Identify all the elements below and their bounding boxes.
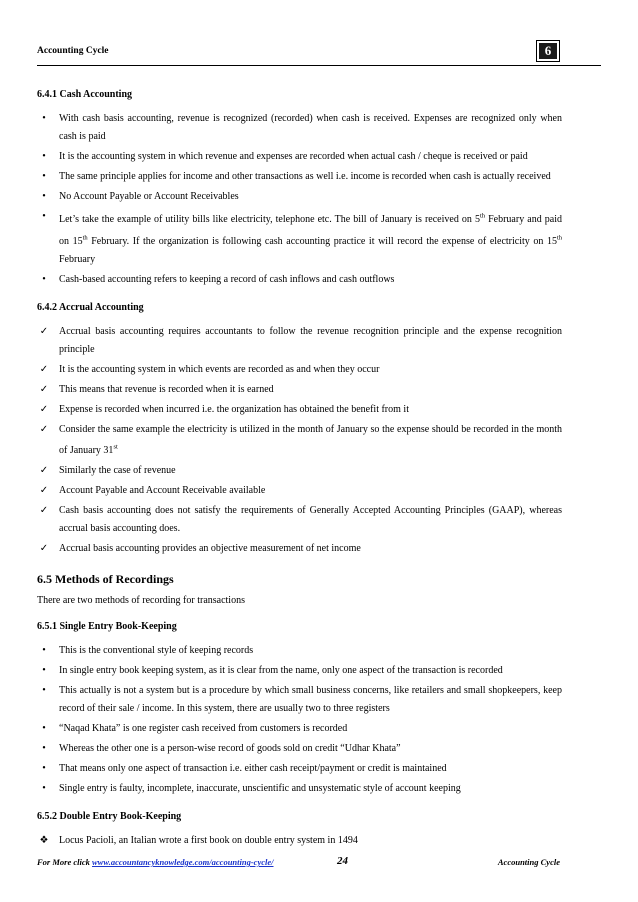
list-item	[37, 682, 562, 718]
page-header	[37, 40, 560, 64]
list-item-text: This means that revenue is recorded when it is earned	[59, 383, 274, 395]
list-item	[37, 208, 562, 269]
footer-title: Accounting Cycle	[497, 857, 560, 867]
checkmark-icon: ✓	[39, 464, 49, 476]
list-item-text: It is the accounting system in which revenue and expenses are recorded when actual cash / cheque is received or paid	[59, 151, 528, 162]
bullet-icon: •	[42, 742, 46, 754]
list-item	[37, 780, 562, 798]
list-item	[37, 323, 562, 359]
list-item-text: Account Payable and Account Receivable available	[59, 484, 266, 496]
list-item-text: With cash basis accounting, revenue is recognized (recorded) when cash is received. Expenses are recognized only when cash is paid	[59, 113, 562, 142]
chapter-number: 6	[539, 43, 557, 59]
bullet-icon: •	[42, 191, 46, 202]
list-item	[37, 720, 562, 738]
subsection-heading: 6.4.2 Accrual Accounting	[37, 301, 144, 313]
checkmark-icon: ✓	[39, 363, 49, 375]
list-item-text: This actually is not a system but is a procedure by which small business concerns, like retailers and small shopkeepers, keep record of their sale / income. In this system, there are usually two to three registers	[59, 684, 562, 714]
list-item	[37, 168, 562, 186]
page-number: 24	[337, 855, 348, 867]
bullet-icon: •	[42, 211, 46, 222]
list-item-text: Cash basis accounting does not satisfy the requirements of Generally Accepted Accounting Principles (GAAP), whereas accrual basis accounting does.	[59, 504, 562, 534]
bullet-list	[37, 323, 562, 558]
section-text: There are two methods of recording for transactions	[37, 594, 245, 606]
list-item	[37, 271, 562, 289]
subsection-heading: 6.5.2 Double Entry Book-Keeping	[37, 810, 182, 822]
bullet-list	[37, 110, 562, 289]
list-item-text: Accrual basis accounting requires accountants to follow the revenue recognition principle and the expense recognition principle	[59, 325, 562, 355]
list-item-text: It is the accounting system in which events are recorded as and when they occur	[59, 363, 380, 375]
list-item-text: Expense is recorded when incurred i.e. the organization has obtained the benefit from it	[59, 403, 409, 415]
list-item-text: Whereas the other one is a person-wise record of goods sold on credit “Udhar Khata”	[59, 742, 401, 754]
list-item-text: In single entry book keeping system, as it is clear from the name, only one aspect of the transaction is recorded	[59, 664, 503, 676]
bullet-icon: •	[42, 171, 46, 182]
bullet-list	[37, 642, 562, 798]
bullet-icon: •	[42, 151, 46, 162]
subsection-heading: 6.4.1 Cash Accounting	[37, 89, 133, 100]
list-item-text: The same principle applies for income and other transactions as well i.e. income is recorded when cash is actually received	[59, 171, 551, 182]
list-item-text: That means only one aspect of transaction i.e. either cash receipt/payment or credit is maintained	[59, 762, 447, 774]
list-item	[37, 110, 562, 146]
footer-link-text	[37, 857, 274, 867]
chapter-badge	[536, 40, 560, 62]
list-item-text: Single entry is faulty, incomplete, inaccurate, unscientific and unsystematic style of account keeping	[59, 782, 461, 794]
header-title: Accounting Cycle	[37, 46, 109, 56]
bullet-icon: •	[42, 273, 46, 285]
checkmark-icon: ✓	[39, 504, 49, 516]
footer-link[interactable]: www.accountancyknowledge.com/accounting-cycle/	[92, 857, 274, 867]
list-item	[37, 662, 562, 680]
list-item	[37, 642, 562, 660]
list-item-text: Let’s take the example of utility bills like electricity, telephone etc. The bill of January is received on 5th February and paid on 15th February. If the organization is following cash accounting practice it will record the expense of electricity on 15th February	[59, 213, 563, 265]
checkmark-icon: ✓	[39, 542, 49, 554]
list-item	[37, 361, 562, 379]
bullet-icon: •	[42, 762, 46, 774]
bullet-icon: •	[42, 644, 46, 656]
checkmark-icon: ✓	[39, 383, 49, 395]
header-divider	[37, 65, 601, 66]
document-body	[37, 86, 562, 860]
bullet-list	[37, 832, 562, 850]
list-item	[37, 421, 562, 460]
list-item	[37, 740, 562, 758]
list-item-text: Consider the same example the electricity is utilized in the month of January so the expense should be recorded in the month of January 31st	[59, 423, 562, 456]
list-item-text: Similarly the case of revenue	[59, 464, 176, 476]
list-item	[37, 188, 562, 206]
list-item	[37, 832, 562, 850]
footer-prefix: For More click	[37, 857, 93, 867]
checkmark-icon: ✓	[39, 423, 49, 435]
bullet-icon: •	[42, 722, 46, 734]
subsection-heading: 6.5.1 Single Entry Book-Keeping	[37, 620, 177, 632]
bullet-icon: •	[42, 113, 46, 124]
list-item	[37, 148, 562, 166]
list-item	[37, 760, 562, 778]
list-item-text: Locus Pacioli, an Italian wrote a first book on double entry system in 1494	[59, 834, 358, 846]
list-item	[37, 482, 562, 500]
list-item-text: Accrual basis accounting provides an objective measurement of net income	[59, 542, 361, 554]
checkmark-icon: ✓	[39, 325, 49, 337]
checkmark-icon: ✓	[39, 403, 49, 415]
list-item	[37, 502, 562, 538]
bullet-icon: •	[42, 664, 46, 676]
list-item	[37, 381, 562, 399]
list-item-text: Cash-based accounting refers to keeping a record of cash inflows and cash outflows	[59, 273, 395, 285]
list-item	[37, 462, 562, 480]
bullet-icon: •	[42, 684, 46, 696]
checkmark-icon: ✓	[39, 484, 49, 496]
list-item-text: No Account Payable or Account Receivables	[59, 191, 239, 202]
diamond-bullet-icon: ❖	[39, 834, 49, 846]
list-item	[37, 401, 562, 419]
list-item-text: “Naqad Khata” is one register cash received from customers is recorded	[59, 722, 348, 734]
bullet-icon: •	[42, 782, 46, 794]
list-item	[37, 540, 562, 558]
list-item-text: This is the conventional style of keeping records	[59, 644, 254, 656]
section-heading: 6.5 Methods of Recordings	[37, 571, 174, 586]
